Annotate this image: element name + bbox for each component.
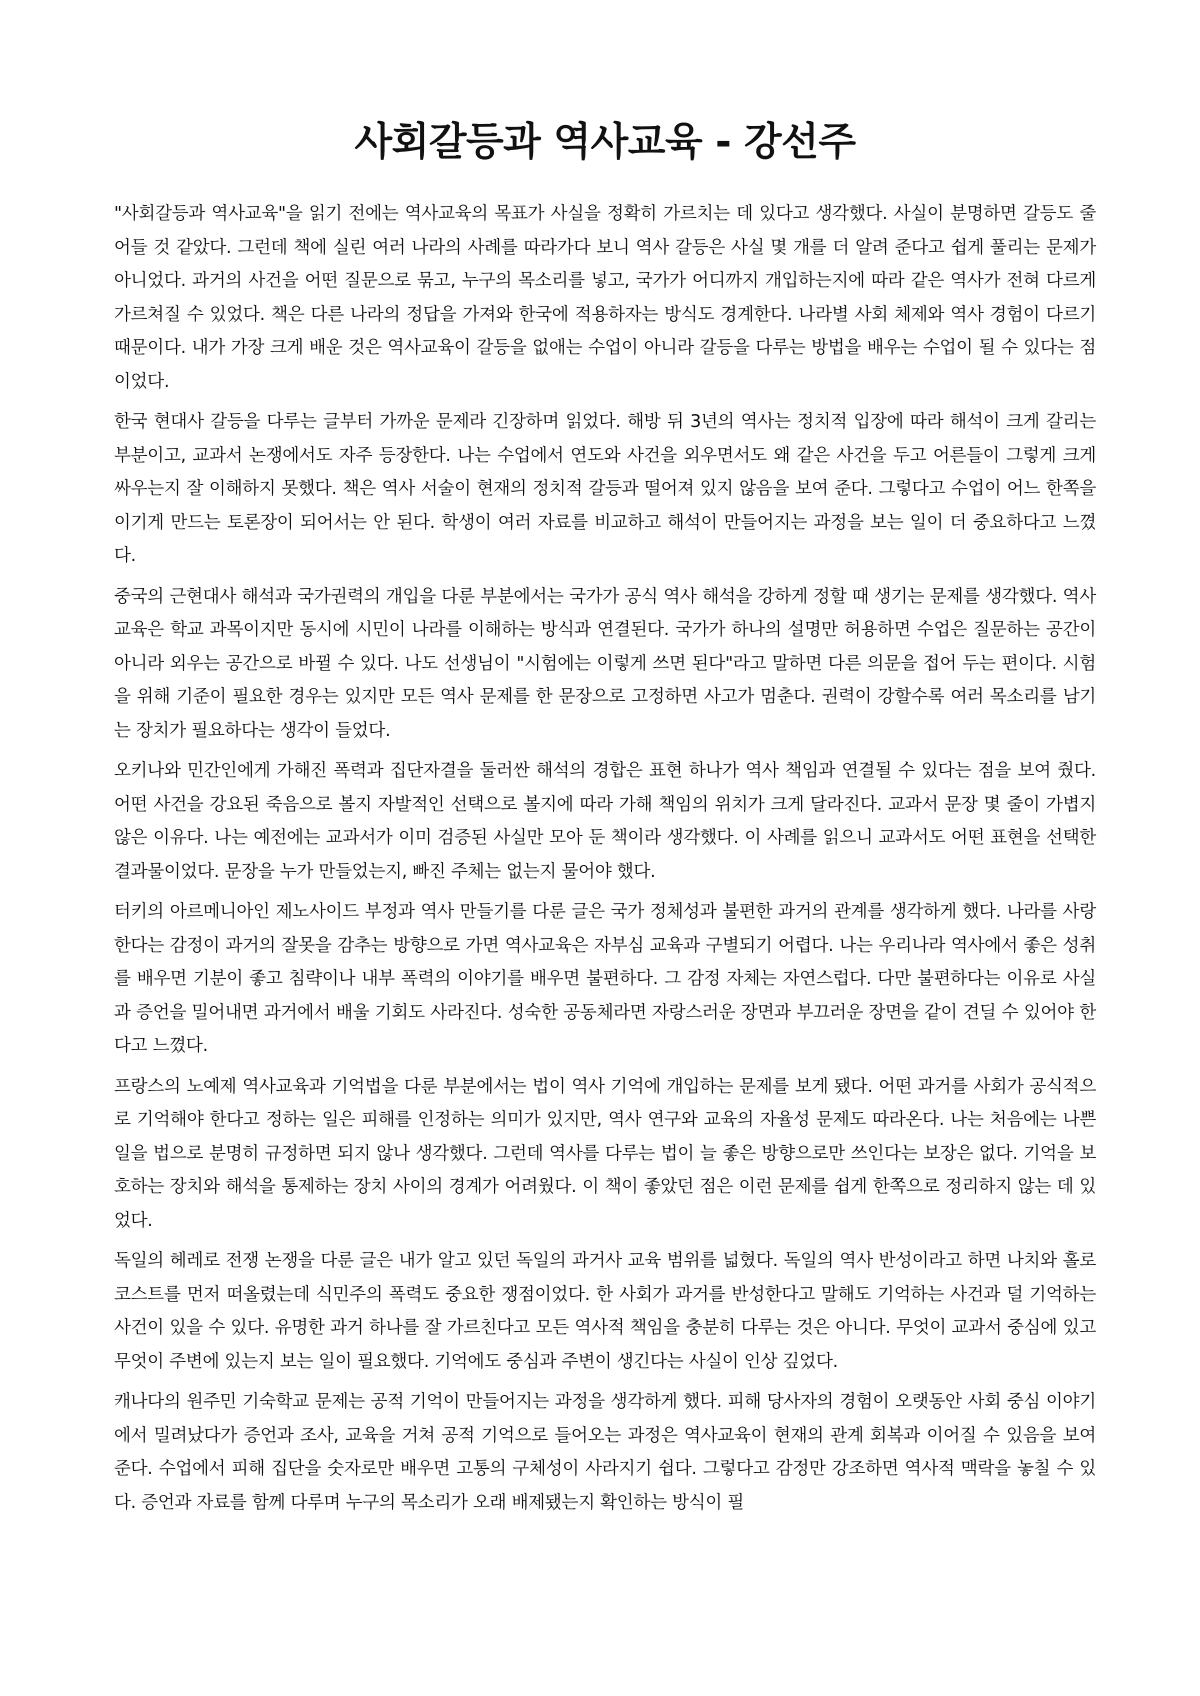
paragraph-3: 중국의 근현대사 해석과 국가권력의 개입을 다룬 부분에서는 국가가 공식 역사 해석을 강하게 정할 때 생기는 문제를 생각했다. 역사교육은 학교 과목이지만 동시에 시민이 나라를 이해하는 방식과 연결된다. 국가가 하나의 설명만 허용하면 수업은 질문하는 공간이 아니라 외우는 공간으로 바뀔 수 있다. 나도 선생님이 "시험에는 이렇게 쓰면 된다"라고 말하면 다른 의문을 접어 두는 편이다. 시험을 위해 기준이 필요한 경우는 있지만 모든 역사 문제를 한 문장으로 고정하면 사고가 멈춘다. 권력이 강할수록 여러 목소리를 남기는 장치가 필요하다는 생각이 들었다. xyxy=(114,586,1096,741)
document-page xyxy=(114,118,1096,1527)
paragraph-4: 오키나와 민간인에게 가해진 폭력과 집단자결을 둘러싼 해석의 경합은 표현 하나가 역사 책임과 연결될 수 있다는 점을 보여 줬다. 어떤 사건을 강요된 죽음으로 볼지 자발적인 선택으로 볼지에 따라 가해 책임의 위치가 크게 달라진다. 교과서 문장 몇 줄이 가볍지 않은 이유다. 나는 예전에는 교과서가 이미 검증된 사실만 모아 둔 책이라 생각했다. 이 사례를 읽으니 교과서도 어떤 표현을 선택한 결과물이었다. 문장을 누가 만들었는지, 빠진 주체는 없는지 물어야 했다. xyxy=(114,761,1096,882)
paragraph-6: 프랑스의 노예제 역사교육과 기억법을 다룬 부분에서는 법이 역사 기억에 개입하는 문제를 보게 됐다. 어떤 과거를 사회가 공식적으로 기억해야 한다고 정하는 일은 피해를 인정하는 의미가 있지만, 역사 연구와 교육의 자율성 문제도 따라온다. 나는 처음에는 나쁜 일을 법으로 분명히 규정하면 되지 않나 생각했다. 그런데 역사를 다루는 법이 늘 좋은 방향으로만 쓰인다는 보장은 없다. 기억을 보호하는 장치와 해석을 통제하는 장치 사이의 경계가 어려웠다. 이 책이 좋았던 점은 이런 문제를 쉽게 한쪽으로 정리하지 않는 데 있었다. xyxy=(114,1076,1096,1231)
paragraph-1: "사회갈등과 역사교육"을 읽기 전에는 역사교육의 목표가 사실을 정확히 가르치는 데 있다고 생각했다. 사실이 분명하면 갈등도 줄어들 것 같았다. 그런데 책에 실린 여러 나라의 사례를 따라가다 보니 역사 갈등은 사실 몇 개를 더 알려 준다고 쉽게 풀리는 문제가 아니었다. 과거의 사건을 어떤 질문으로 묶고, 누구의 목소리를 넣고, 국가가 어디까지 개입하는지에 따라 같은 역사가 전혀 다르게 가르쳐질 수 있었다. 책은 다른 나라의 정답을 가져와 한국에 적용하자는 방식도 경계한다. 나라별 사회 체제와 역사 경험이 다르기 때문이다. 내가 가장 크게 배운 것은 역사교육이 갈등을 없애는 수업이 아니라 갈등을 다루는 방법을 배우는 수업이 될 수 있다는 점이었다. xyxy=(114,204,1096,392)
paragraph-2: 한국 현대사 갈등을 다루는 글부터 가까운 문제라 긴장하며 읽었다. 해방 뒤 3년의 역사는 정치적 입장에 따라 해석이 크게 갈리는 부분이고, 교과서 논쟁에서도 자주 등장한다. 나는 수업에서 연도와 사건을 외우면서도 왜 같은 사건을 두고 어른들이 그렇게 크게 싸우는지 잘 이해하지 못했다. 책은 역사 서술이 현재의 정치적 갈등과 떨어져 있지 않음을 보여 준다. 그렇다고 수업이 어느 한쪽을 이기게 만드는 토론장이 되어서는 안 된다. 학생이 여러 자료를 비교하고 해석이 만들어지는 과정을 보는 일이 더 중요하다고 느꼈다. xyxy=(114,412,1096,566)
paragraph-8: 캐나다의 원주민 기숙학교 문제는 공적 기억이 만들어지는 과정을 생각하게 했다. 피해 당사자의 경험이 오랫동안 사회 중심 이야기에서 밀려났다가 증언과 조사, 교육을 거쳐 공적 기억으로 들어오는 과정은 역사교육이 현재의 관계 회복과 이어질 수 있음을 보여 준다. 수업에서 피해 집단을 숫자로만 배우면 고통의 구체성이 사라지기 쉽다. 그렇다고 감정만 강조하면 역사적 맥락을 놓칠 수 있다. 증언과 자료를 함께 다루며 누구의 목소리가 오래 배제됐는지 확인하는 방식이 필 xyxy=(114,1392,1096,1513)
paragraph-7: 독일의 헤레로 전쟁 논쟁을 다룬 글은 내가 알고 있던 독일의 과거사 교육 범위를 넓혔다. 독일의 역사 반성이라고 하면 나치와 홀로코스트를 먼저 떠올렸는데 식민주의 폭력도 중요한 쟁점이었다. 한 사회가 과거를 반성한다고 말해도 기억하는 사건과 덜 기억하는 사건이 있을 수 있다. 유명한 과거 하나를 잘 가르친다고 모든 역사적 책임을 충분히 다루는 것은 아니다. 무엇이 교과서 중심에 있고 무엇이 주변에 있는지 보는 일이 필요했다. 기억에도 중심과 주변이 생긴다는 사실이 인상 깊었다. xyxy=(114,1251,1096,1372)
document-title: 사회갈등과 역사교육 - 강선주 xyxy=(354,120,856,165)
paragraph-5: 터키의 아르메니아인 제노사이드 부정과 역사 만들기를 다룬 글은 국가 정체성과 불편한 과거의 관계를 생각하게 했다. 나라를 사랑한다는 감정이 과거의 잘못을 감추는 방향으로 가면 역사교육은 자부심 교육과 구별되기 어렵다. 나는 우리나라 역사에서 좋은 성취를 배우면 기분이 좋고 침략이나 내부 폭력의 이야기를 배우면 불편하다. 그 감정 자체는 자연스럽다. 다만 불편하다는 이유로 사실과 증언을 밀어내면 과거에서 배울 기회도 사라진다. 성숙한 공동체라면 자랑스러운 장면과 부끄러운 장면을 같이 견딜 수 있어야 한다고 느꼈다. xyxy=(114,902,1096,1056)
